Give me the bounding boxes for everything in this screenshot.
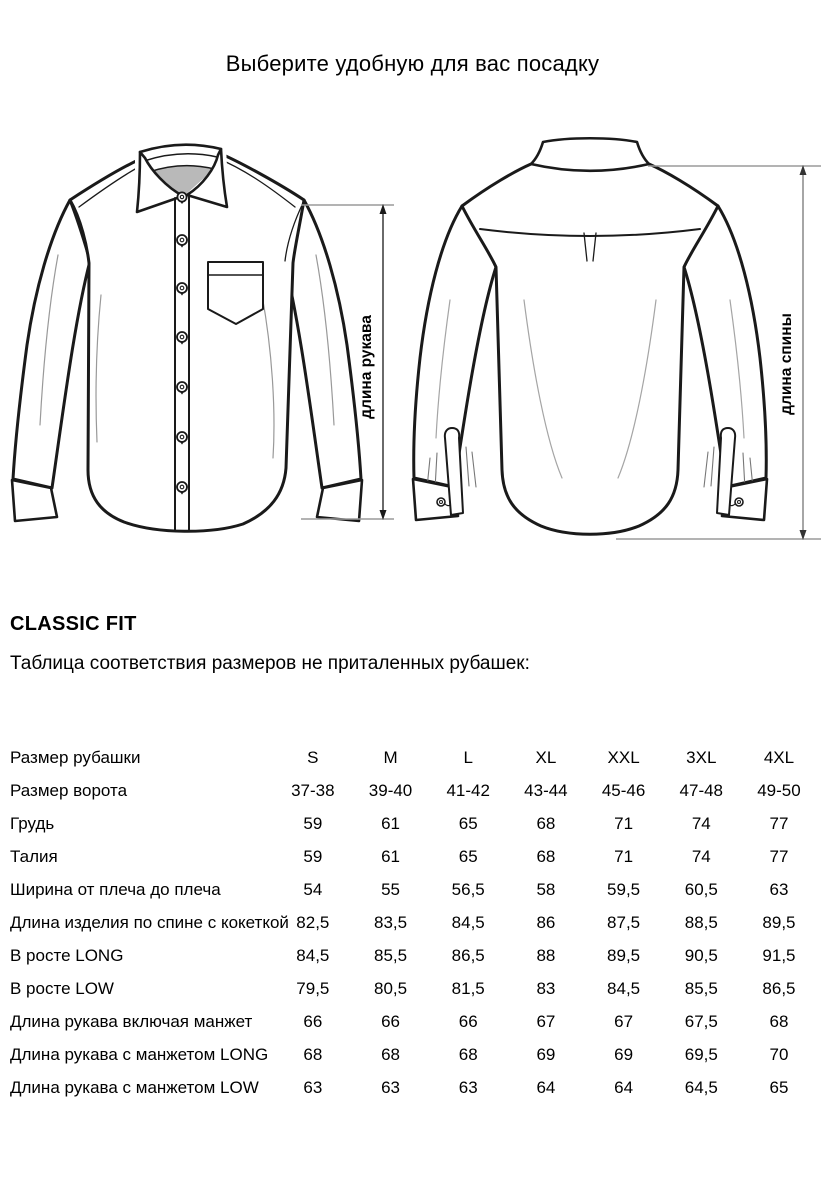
size-cell: 3XL — [686, 747, 717, 767]
row-label: Длина рукава с манжетом LOW — [10, 1077, 259, 1097]
row-label: Длина рукава включая манжет — [10, 1011, 253, 1031]
row-label: Длина изделия по спине с кокеткой — [10, 912, 289, 932]
size-cell: 66 — [381, 1011, 400, 1031]
size-cell: 68 — [769, 1011, 789, 1031]
size-cell: 47-48 — [679, 780, 724, 800]
size-cell: 84,5 — [296, 945, 330, 965]
size-cell: 61 — [381, 846, 400, 866]
size-cell: 54 — [303, 879, 323, 899]
size-cell: 68 — [536, 813, 556, 833]
back-length-label: длина спины — [778, 313, 795, 415]
size-cell: 66 — [458, 1011, 478, 1031]
size-cell: 66 — [303, 1011, 323, 1031]
size-cell: 86,5 — [762, 978, 796, 998]
size-cell: 64,5 — [684, 1077, 718, 1097]
size-cell: S — [307, 747, 319, 767]
table-row — [10, 939, 820, 972]
size-cell: 68 — [381, 1044, 400, 1064]
size-cell: 64 — [614, 1077, 634, 1097]
size-cell: 83,5 — [373, 912, 408, 932]
sleeve-length-label: длина рукава — [358, 315, 375, 419]
size-cell: 49-50 — [757, 780, 801, 800]
size-cell: 86 — [536, 912, 556, 932]
row-label: Размер ворота — [10, 780, 128, 800]
size-cell: 85,5 — [684, 978, 718, 998]
size-cell: 84,5 — [451, 912, 485, 932]
size-cell: 87,5 — [607, 912, 641, 932]
size-cell: XXL — [607, 747, 640, 767]
size-cell: 91,5 — [762, 945, 796, 965]
size-cell: 60,5 — [684, 879, 718, 899]
size-cell: 77 — [769, 846, 789, 866]
size-cell: 89,5 — [607, 945, 641, 965]
size-cell: 41-42 — [446, 780, 490, 800]
size-cell: 69,5 — [684, 1044, 718, 1064]
size-cell: 90,5 — [684, 945, 718, 965]
size-cell: 64 — [536, 1077, 556, 1097]
size-cell: 65 — [769, 1077, 789, 1097]
size-cell: 69 — [536, 1044, 556, 1064]
size-cell: 55 — [381, 879, 400, 899]
table-row — [10, 741, 820, 774]
size-cell: XL — [535, 747, 557, 767]
size-cell: 83 — [536, 978, 556, 998]
size-cell: 79,5 — [296, 978, 330, 998]
fit-subheading: Таблица соответствия размеров не приталенных рубашек: — [10, 653, 530, 674]
row-label: Грудь — [10, 813, 55, 833]
size-cell: 63 — [303, 1077, 323, 1097]
size-cell: 59,5 — [607, 879, 641, 899]
table-row — [10, 840, 820, 873]
table-row — [10, 873, 820, 906]
table-row — [10, 807, 820, 840]
row-label: Талия — [10, 846, 58, 866]
size-cell: M — [383, 747, 398, 767]
size-cell: 67 — [536, 1011, 556, 1031]
size-cell: 88,5 — [684, 912, 718, 932]
size-cell: 69 — [614, 1044, 634, 1064]
size-cell: 74 — [691, 846, 711, 866]
size-cell: 68 — [458, 1044, 478, 1064]
row-label: В росте LOW — [10, 978, 114, 998]
size-cell: 65 — [458, 813, 478, 833]
size-cell: 77 — [769, 813, 789, 833]
size-cell: 39-40 — [368, 780, 413, 800]
size-cell: 74 — [691, 813, 711, 833]
size-cell: 85,5 — [373, 945, 408, 965]
table-row — [10, 1071, 820, 1104]
size-cell: 67,5 — [684, 1011, 718, 1031]
row-label: Размер рубашки — [10, 747, 141, 767]
size-cell: 89,5 — [762, 912, 796, 932]
table-row — [10, 1005, 820, 1038]
row-label: Ширина от плеча до плеча — [10, 879, 221, 899]
size-cell: 82,5 — [296, 912, 330, 932]
size-cell: 59 — [303, 846, 323, 866]
size-cell: 67 — [614, 1011, 634, 1031]
size-cell: 37-38 — [291, 780, 335, 800]
size-cell: 88 — [536, 945, 556, 965]
size-cell: 71 — [614, 813, 634, 833]
table-row — [10, 972, 820, 1005]
shirt-back-drawing — [413, 138, 767, 534]
size-cell: 68 — [303, 1044, 323, 1064]
size-cell: 81,5 — [451, 978, 485, 998]
size-cell: 63 — [458, 1077, 478, 1097]
size-cell: 80,5 — [373, 978, 408, 998]
row-label: Длина рукава с манжетом LONG — [10, 1044, 269, 1064]
size-cell: 65 — [458, 846, 478, 866]
table-row — [10, 774, 820, 807]
size-cell: 70 — [769, 1044, 789, 1064]
size-cell: 59 — [303, 813, 323, 833]
size-cell: 86,5 — [451, 945, 485, 965]
size-cell: 63 — [769, 879, 789, 899]
page-title: Выберите удобную для вас посадку — [225, 51, 600, 76]
size-cell: 43-44 — [524, 780, 568, 800]
row-label: В росте LONG — [10, 945, 124, 965]
size-cell: 63 — [381, 1077, 400, 1097]
table-row — [10, 906, 820, 939]
fit-heading: CLASSIC FIT — [10, 613, 137, 635]
table-row — [10, 1038, 820, 1071]
size-cell: 71 — [614, 846, 634, 866]
size-cell: 4XL — [763, 747, 795, 767]
size-cell: L — [463, 747, 473, 767]
size-cell: 61 — [381, 813, 400, 833]
size-table — [10, 741, 820, 1104]
size-cell: 58 — [536, 879, 556, 899]
shirt-front-drawing — [12, 141, 362, 531]
size-cell: 84,5 — [607, 978, 641, 998]
size-cell: 68 — [536, 846, 556, 866]
size-cell: 45-46 — [601, 780, 646, 800]
size-cell: 56,5 — [451, 879, 485, 899]
